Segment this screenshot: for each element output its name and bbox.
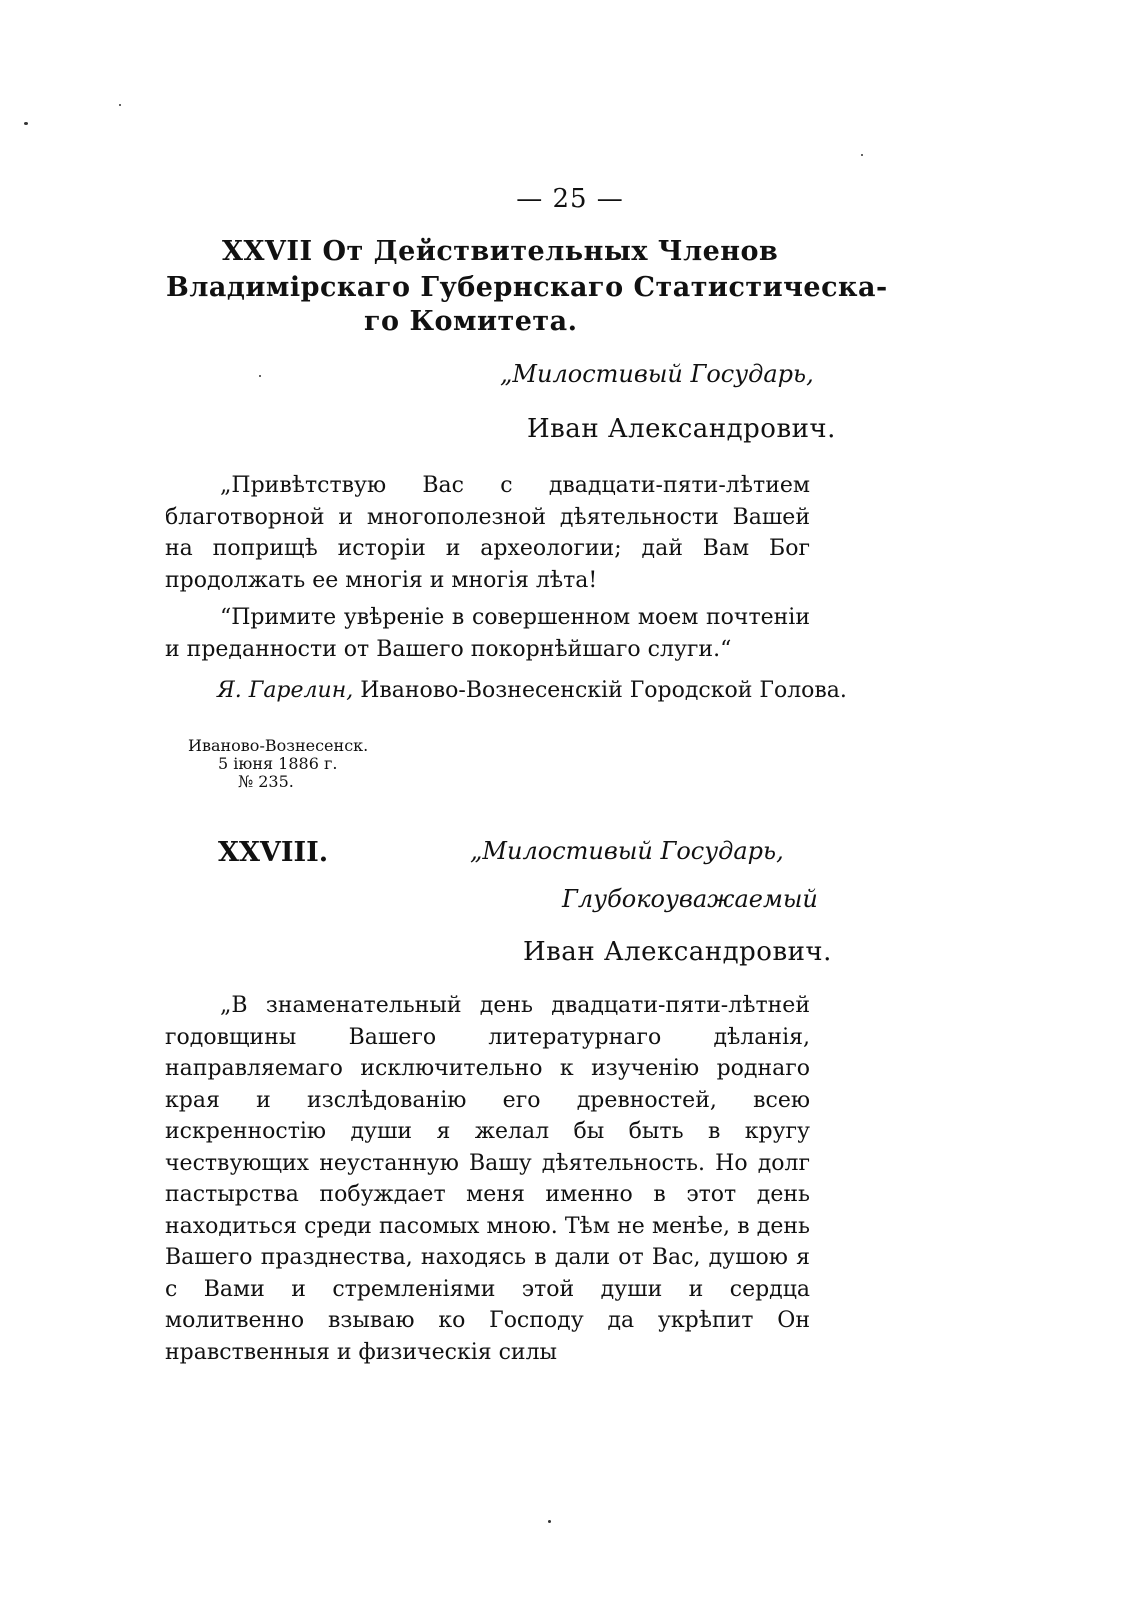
section-27-paragraph-2: “Примите увѣреніе в совершенном моем почтеніи и преданности от Вашего покорнѣйшаго слуги.“ <box>165 605 810 662</box>
section-27-heading-line-1: XXVII От Действительных Членов <box>222 236 779 267</box>
letter-date: 5 іюня 1886 г. <box>218 754 338 773</box>
section-28-paragraph-1: „В знаменательный день двадцати-пяти-лѣтней годовщины Вашего литературнаго дѣланія, направляемаго исключительно к изученію роднаго края и изслѣдованію его древностей, всею искренностію души я желал бы быть в кругу чествующих неустанную Вашу дѣятельность. Но долг пастырства побуждает меня именно в этот день находиться среди пасомых мною. Тѣм не менѣе, в день Вашего празднества, находясь в дали от Вас, душою я с Вами и стремленіями этой души и сердца молитвенно взываю ко Господу да укрѣпит Он нравственныя и физическія силы <box>165 993 810 1365</box>
scan-speck <box>24 122 28 125</box>
letter-number: № 235. <box>238 772 294 791</box>
section-27-salutation: „Милостивый Государь, <box>500 360 814 388</box>
scan-speck <box>548 1520 551 1523</box>
section-28-numeral: XXVIII. <box>218 837 329 868</box>
scan-speck <box>861 154 863 156</box>
section-28-salutation: „Милостивый Государь, <box>470 837 784 865</box>
section-27-addressee: Иван Александрович. <box>527 414 836 444</box>
scan-speck <box>259 375 261 377</box>
section-27-heading-line-3: го Комитета. <box>364 306 578 337</box>
signature-name: Я. Гарелин, <box>217 678 354 703</box>
section-28-salutation-2: Глубокоуважаемый <box>562 885 818 913</box>
letter-place: Иваново-Вознесенск. <box>188 736 369 755</box>
section-27-signature <box>217 678 847 703</box>
scan-speck <box>119 104 121 106</box>
page-number: — 25 — <box>516 184 624 214</box>
signature-title: Иваново-Вознесенскій Городской Голова. <box>360 678 847 703</box>
section-27-paragraph-1: „Привѣтствую Вас с двадцати-пяти-лѣтием благотворной и многополезной дѣятельности Вашей на поприщѣ исторіи и археологии; дай Вам Бог продолжать ее многія и многія лѣта! <box>165 473 810 593</box>
section-27-heading-line-2: Владимірскаго Губернскаго Статистическа- <box>166 272 888 303</box>
section-28-addressee: Иван Александрович. <box>523 937 832 967</box>
